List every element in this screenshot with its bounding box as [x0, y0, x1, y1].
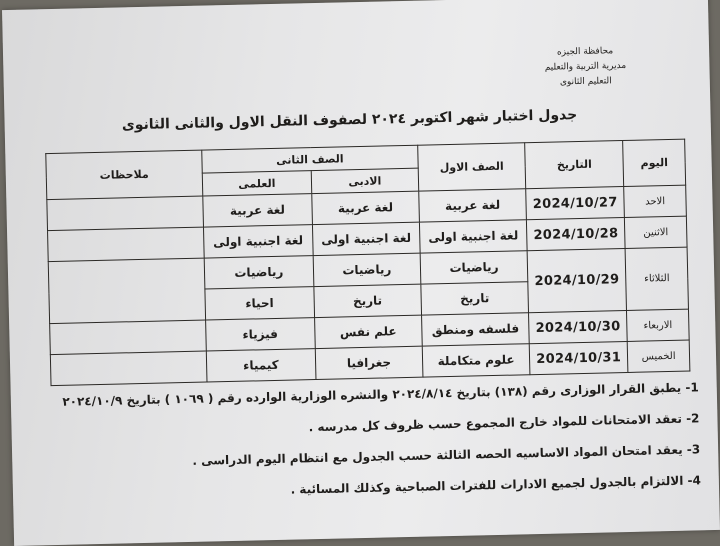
cell-scientific: لغة اجنبية اولى	[203, 225, 313, 258]
cell-date: 2024/10/27	[526, 187, 625, 220]
note-item: 1- يطبق القرار الوزارى رقم (١٣٨) بتاريخ ٢٠٢٤/٨/١٤ والنشره الوزارية الوارده رقم ( ١٠٦٩ ) بتاريخ ٢٠٢٤/١٠/٩	[62, 380, 699, 409]
note-item: 3- يعقد امتحان المواد الاساسيه الحصه الثالثة حسب الجدول مع انتظام اليوم الدراسى .	[192, 442, 701, 468]
cell-first-grade: رياضيات	[420, 251, 528, 284]
header-notes: ملاحظات	[46, 150, 203, 200]
header-scientific: العلمى	[202, 171, 311, 196]
header-date: التاريخ	[525, 141, 624, 189]
cell-day: الاربعاء	[627, 309, 689, 341]
cell-date: 2024/10/30	[529, 310, 628, 343]
header-literary: الادبى	[311, 168, 419, 193]
cell-notes	[47, 196, 204, 231]
header-line-department: التعليم الثانوى	[559, 76, 612, 88]
exam-schedule-table	[45, 139, 690, 386]
cell-literary: لغة اجنبية اولى	[312, 222, 420, 255]
header-first-grade: الصف الاول	[418, 143, 526, 191]
cell-first-grade: تاريخ	[421, 282, 529, 315]
cell-day: الخميس	[627, 340, 689, 372]
cell-notes	[48, 227, 205, 262]
header-second-grade: الصف الثانى	[202, 145, 419, 173]
cell-date: 2024/10/29	[527, 248, 626, 312]
printed-paper	[2, 0, 720, 546]
cell-day: الثلاثاء	[625, 247, 688, 310]
cell-notes	[50, 351, 207, 386]
cell-first-grade: فلسفه ومنطق	[422, 313, 530, 346]
cell-scientific: احياء	[205, 287, 315, 320]
cell-notes	[50, 320, 207, 355]
cell-literary: تاريخ	[314, 284, 422, 317]
cell-date: 2024/10/31	[529, 341, 628, 374]
cell-date: 2024/10/28	[527, 218, 626, 251]
cell-literary: لغة عربية	[312, 191, 420, 224]
cell-day: الاثنين	[625, 216, 687, 248]
cell-first-grade: لغة اجنبية اولى	[419, 220, 527, 253]
issuer-header	[525, 43, 646, 91]
notes-list	[47, 372, 702, 511]
cell-scientific: فيزياء	[205, 318, 315, 351]
cell-first-grade: علوم متكاملة	[422, 344, 530, 377]
cell-scientific: رياضيات	[204, 256, 314, 289]
cell-literary: جغرافيا	[315, 346, 423, 379]
note-item: 2- تعقد الامتحانات للمواد خارج المجموع حسب ظروف كل مدرسه .	[308, 411, 700, 435]
header-day: اليوم	[623, 139, 686, 186]
cell-scientific: لغة عربية	[203, 194, 313, 227]
cell-day: الاحد	[624, 185, 686, 217]
note-item: 4- الالتزام بالجدول لجميع الادارات للفترات الصباحية وكذلك المسائية .	[290, 473, 702, 497]
header-line-governorate: محافظة الجيزه	[556, 46, 614, 58]
header-line-directorate: مديرية التربية والتعليم	[544, 60, 627, 73]
cell-first-grade: لغة عربية	[419, 189, 527, 222]
cell-literary: رياضيات	[313, 253, 421, 286]
document-title: جدول اختبار شهر اكتوبر ٢٠٢٤ لصفوف النقل الاول والثانى الثانوى	[121, 107, 578, 134]
cell-literary: علم نفس	[314, 315, 422, 348]
cell-scientific: كيمياء	[206, 349, 316, 382]
cell-notes	[48, 258, 205, 324]
